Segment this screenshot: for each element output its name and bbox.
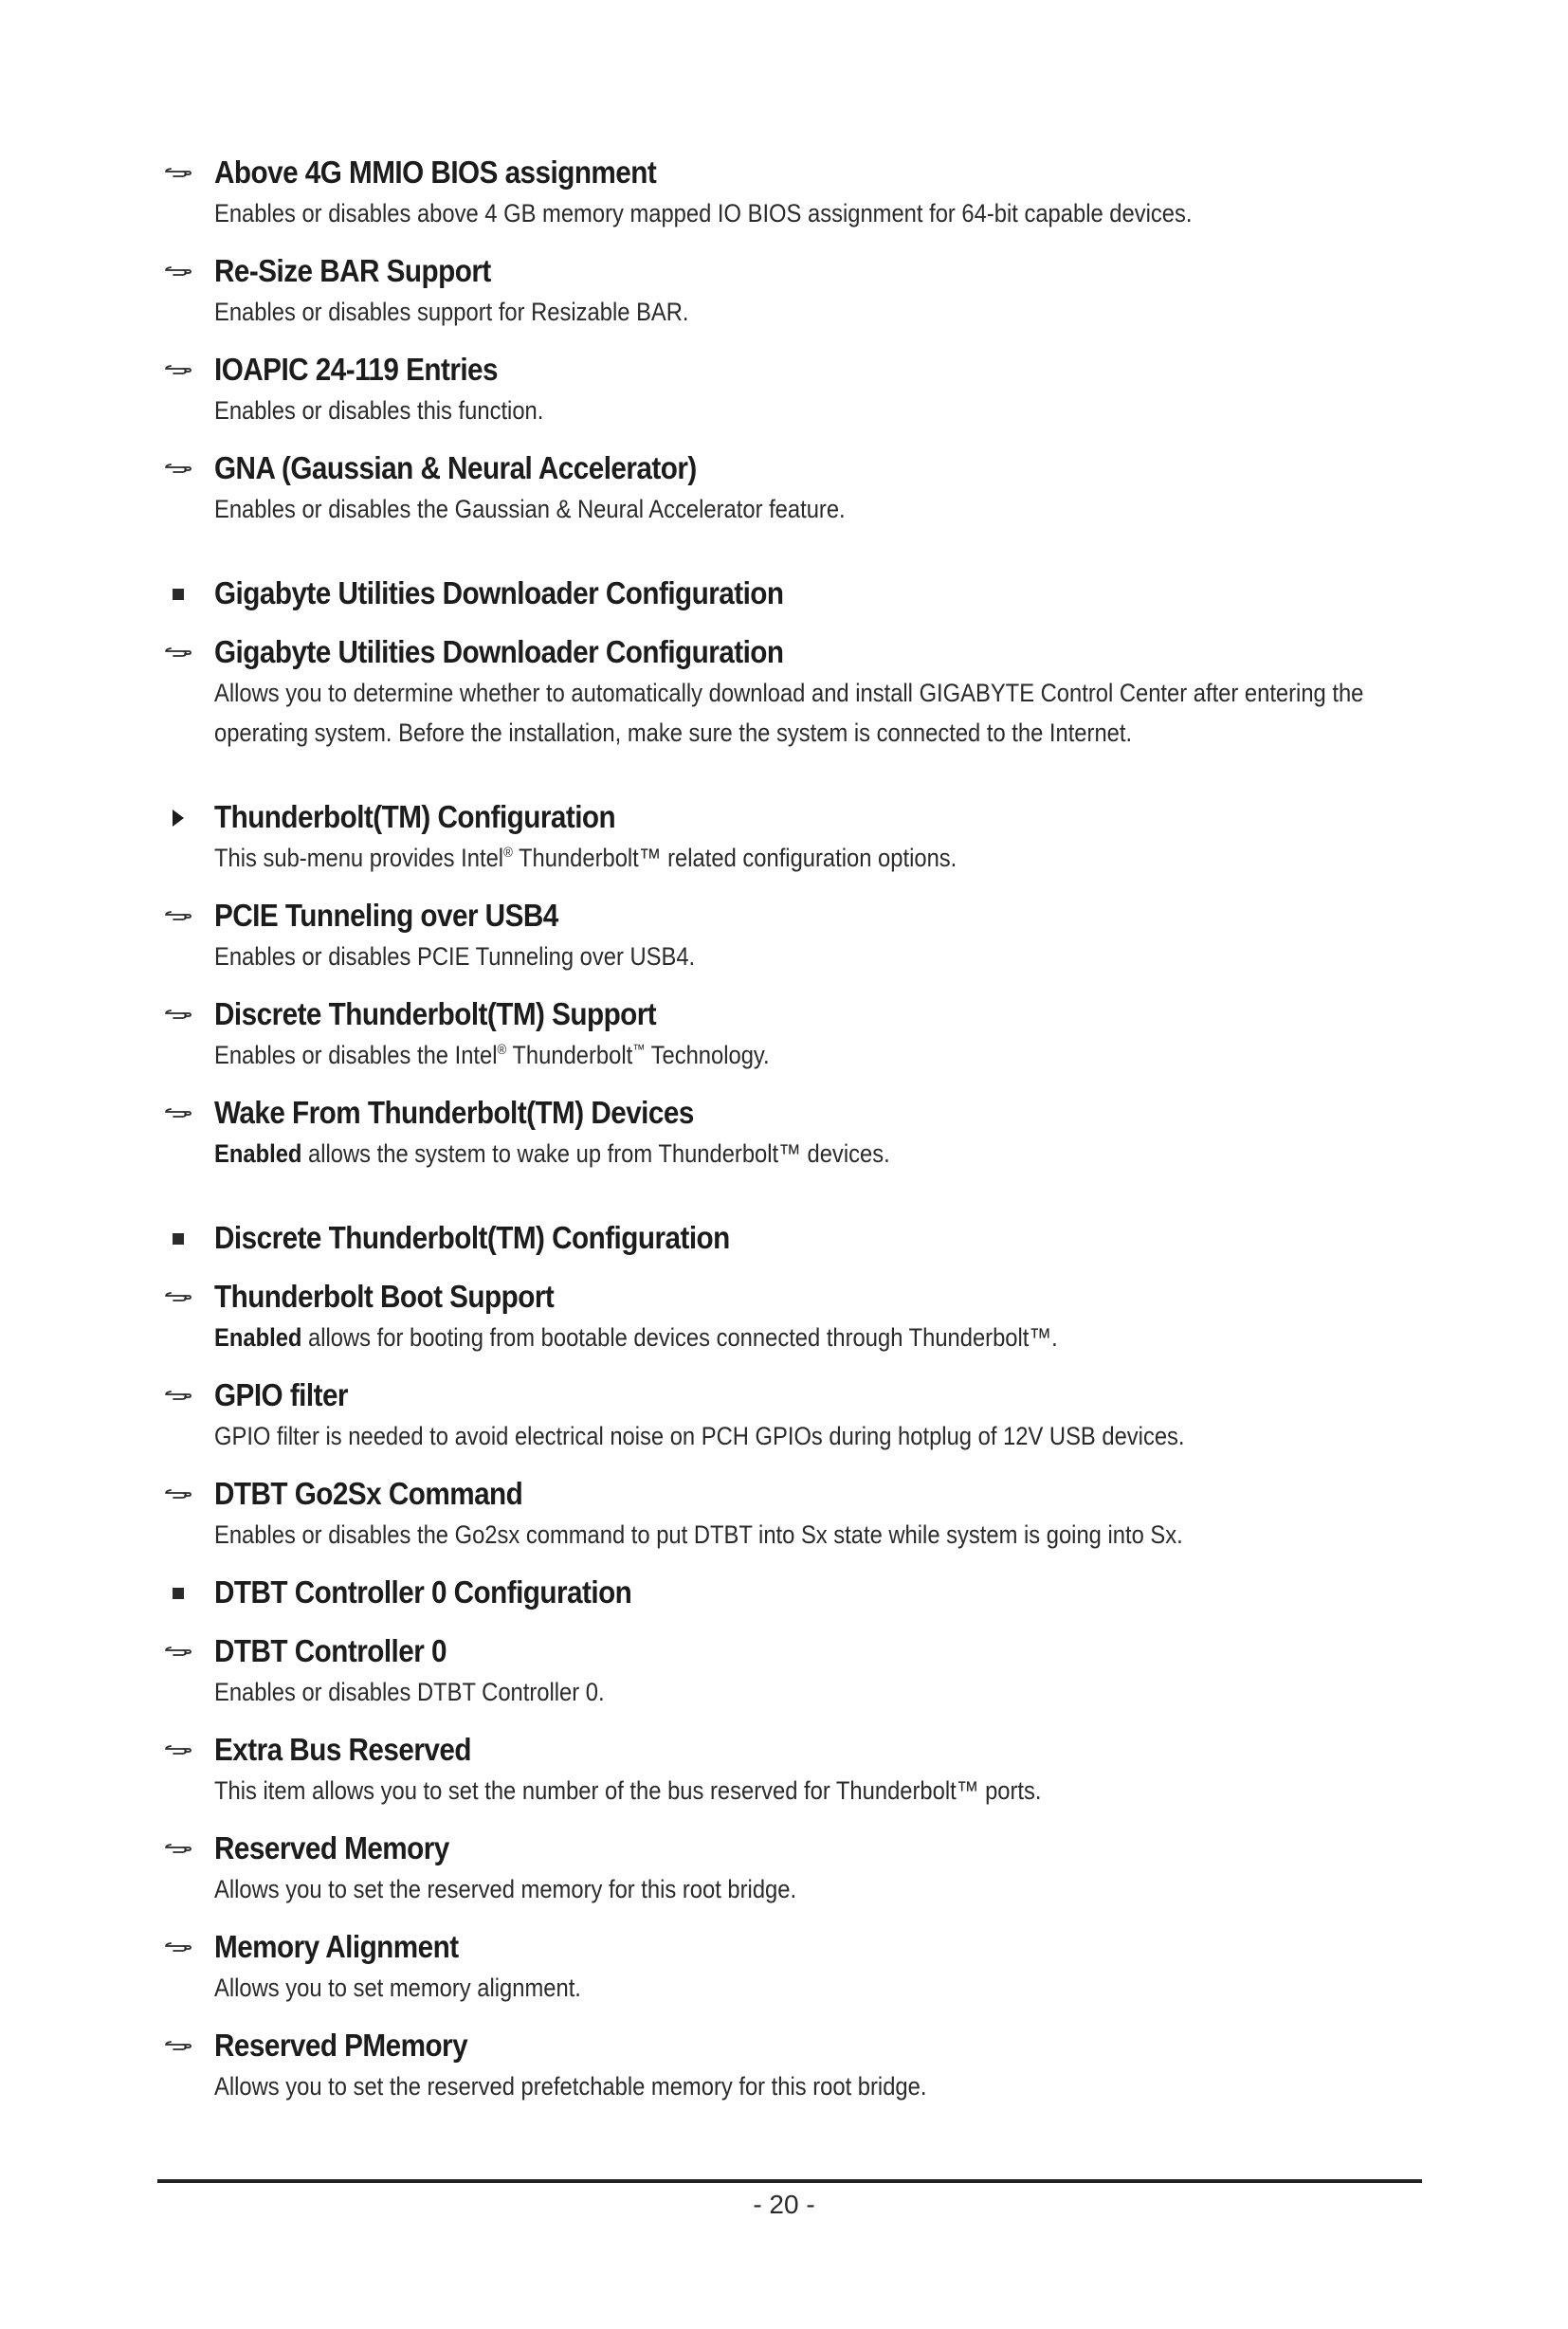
bios-option-entry bbox=[0, 1374, 1568, 1456]
option-description: Allows you to set the reserved prefetchable memory for this root bridge. bbox=[214, 2072, 927, 2101]
right-triangle-icon bbox=[159, 802, 197, 834]
option-title: Reserved PMemory bbox=[214, 2028, 468, 2063]
bios-option-entry bbox=[0, 1828, 1568, 1909]
option-title: Extra Bus Reserved bbox=[214, 1732, 471, 1767]
option-title: DTBT Controller 0 bbox=[214, 1633, 447, 1668]
submenu-description: This sub-menu provides Intel® Thunderbolt™ related configuration options. bbox=[214, 844, 957, 872]
bios-option-entry bbox=[0, 447, 1568, 529]
section-heading bbox=[0, 1217, 1568, 1259]
option-title: GNA (Gaussian & Neural Accelerator) bbox=[214, 450, 697, 485]
bios-option-entry bbox=[0, 993, 1568, 1075]
option-description: Allows you to determine whether to automatically download and install GIGABYTE Control Center after entering the operating system. Before the installation, make sure the system is connected to the Internet. bbox=[214, 679, 1364, 747]
page-number: - 20 - bbox=[753, 2190, 815, 2219]
option-description: Enables or disables PCIE Tunneling over USB4. bbox=[214, 942, 696, 971]
bios-option-entry bbox=[0, 152, 1568, 233]
option-title: Re-Size BAR Support bbox=[214, 253, 491, 288]
pointing-hand-icon bbox=[159, 1636, 197, 1668]
bios-option-entry bbox=[0, 1630, 1568, 1712]
square-bullet-icon bbox=[159, 1223, 197, 1255]
bios-option-entry bbox=[0, 250, 1568, 332]
option-description: Enables or disables above 4 GB memory mapped IO BIOS assignment for 64-bit capable devices. bbox=[214, 199, 1193, 227]
pointing-hand-icon bbox=[159, 1833, 197, 1865]
option-description: Allows you to set memory alignment. bbox=[214, 1974, 581, 2002]
pointing-hand-icon bbox=[159, 157, 197, 190]
bios-option-entry bbox=[0, 631, 1568, 753]
pointing-hand-icon bbox=[159, 1932, 197, 1964]
bios-option-entry bbox=[0, 1092, 1568, 1174]
pointing-hand-icon bbox=[159, 1479, 197, 1511]
pointing-hand-icon bbox=[159, 2030, 197, 2063]
pointing-hand-icon bbox=[159, 637, 197, 669]
bios-option-entry bbox=[0, 1473, 1568, 1555]
option-title: PCIE Tunneling over USB4 bbox=[214, 898, 558, 933]
option-description: Enabled allows for booting from bootable devices connected through Thunderbolt™. bbox=[214, 1323, 1058, 1352]
pointing-hand-icon bbox=[159, 1098, 197, 1130]
submenu-entry bbox=[0, 796, 1568, 878]
submenu-title: Thunderbolt(TM) Configuration bbox=[214, 799, 616, 834]
option-description: Enables or disables the Gaussian & Neural Accelerator feature. bbox=[214, 495, 846, 523]
option-description: Allows you to set the reserved memory for this root bridge. bbox=[214, 1875, 797, 1903]
bios-option-entry bbox=[0, 2025, 1568, 2106]
footer-divider bbox=[157, 2179, 1422, 2183]
option-title: DTBT Go2Sx Command bbox=[214, 1476, 523, 1511]
square-bullet-icon bbox=[159, 1577, 197, 1610]
section-heading bbox=[0, 573, 1568, 614]
option-description: Enables or disables support for Resizable BAR. bbox=[214, 298, 689, 326]
bios-option-entry bbox=[0, 1276, 1568, 1357]
section-title: DTBT Controller 0 Configuration bbox=[214, 1574, 632, 1610]
square-bullet-icon bbox=[159, 578, 197, 610]
option-description: Enables or disables this function. bbox=[214, 396, 544, 425]
option-title: Gigabyte Utilities Downloader Configuration bbox=[214, 634, 784, 669]
option-description: Enables or disables the Intel® Thunderbolt™ Technology. bbox=[214, 1041, 770, 1069]
option-description: Enabled allows the system to wake up from Thunderbolt™ devices. bbox=[214, 1139, 890, 1168]
section-heading bbox=[0, 1572, 1568, 1613]
option-title: GPIO filter bbox=[214, 1377, 348, 1412]
pointing-hand-icon bbox=[159, 256, 197, 288]
bios-option-entry bbox=[0, 1926, 1568, 2008]
section-title: Gigabyte Utilities Downloader Configuration bbox=[214, 575, 784, 610]
section-title: Discrete Thunderbolt(TM) Configuration bbox=[214, 1220, 730, 1255]
option-description: Enables or disables DTBT Controller 0. bbox=[214, 1678, 605, 1706]
option-title: Reserved Memory bbox=[214, 1830, 449, 1865]
pointing-hand-icon bbox=[159, 1282, 197, 1314]
bios-option-entry bbox=[0, 1729, 1568, 1810]
bios-option-entry bbox=[0, 895, 1568, 976]
page-content bbox=[0, 152, 1568, 2123]
option-description: Enables or disables the Go2sx command to put DTBT into Sx state while system is going into Sx. bbox=[214, 1520, 1183, 1549]
pointing-hand-icon bbox=[159, 1380, 197, 1412]
bios-option-entry bbox=[0, 349, 1568, 430]
pointing-hand-icon bbox=[159, 999, 197, 1031]
pointing-hand-icon bbox=[159, 901, 197, 933]
pointing-hand-icon bbox=[159, 355, 197, 387]
option-description: This item allows you to set the number of the bus reserved for Thunderbolt™ ports. bbox=[214, 1776, 1042, 1805]
pointing-hand-icon bbox=[159, 453, 197, 485]
pointing-hand-icon bbox=[159, 1735, 197, 1767]
option-title: Thunderbolt Boot Support bbox=[214, 1279, 555, 1314]
option-title: IOAPIC 24-119 Entries bbox=[214, 352, 499, 387]
option-description: GPIO filter is needed to avoid electrical noise on PCH GPIOs during hotplug of 12V USB devices. bbox=[214, 1422, 1185, 1450]
option-title: Memory Alignment bbox=[214, 1929, 459, 1964]
option-title: Discrete Thunderbolt(TM) Support bbox=[214, 996, 657, 1031]
option-title: Above 4G MMIO BIOS assignment bbox=[214, 155, 657, 190]
option-title: Wake From Thunderbolt(TM) Devices bbox=[214, 1095, 694, 1130]
